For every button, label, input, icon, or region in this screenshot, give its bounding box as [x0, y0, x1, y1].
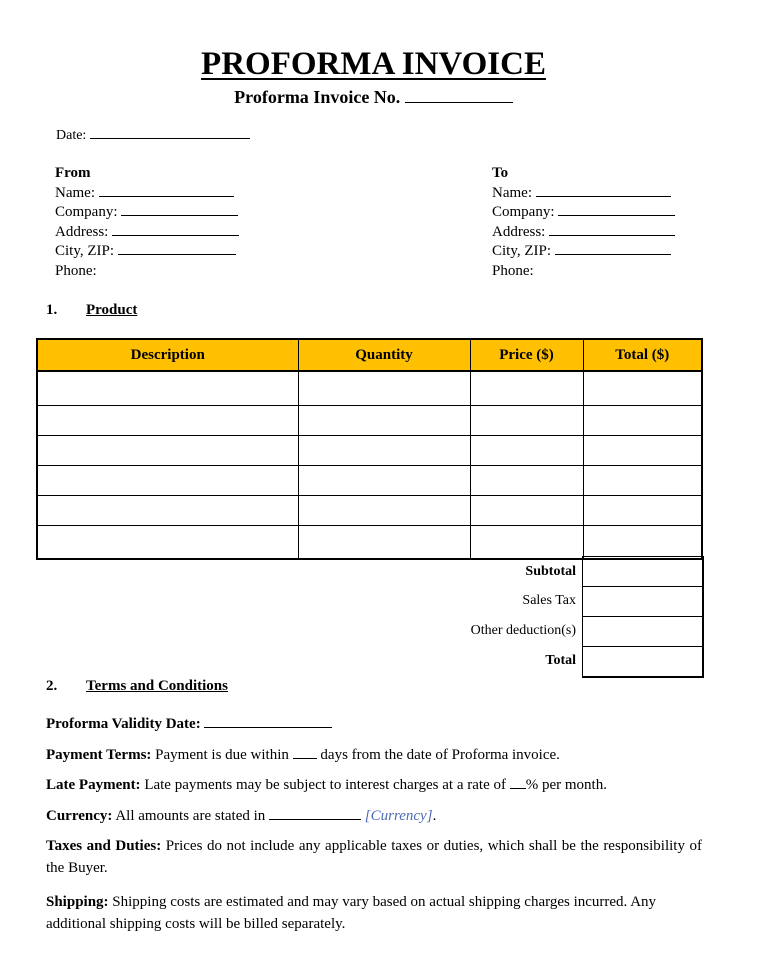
total-field[interactable]	[582, 646, 704, 678]
from-address-field[interactable]	[112, 235, 239, 236]
currency-field[interactable]	[269, 819, 361, 820]
section-title: Terms and Conditions	[86, 678, 228, 694]
description-cell[interactable]	[37, 436, 298, 466]
column-header-price: Price ($)	[470, 339, 583, 371]
from-address-label: Address:	[55, 223, 109, 240]
total-cell[interactable]	[583, 406, 702, 436]
to-address-row	[492, 223, 675, 243]
currency-placeholder: [Currency]	[364, 808, 433, 824]
price-cell[interactable]	[470, 371, 583, 406]
table-row	[37, 526, 702, 560]
from-block	[55, 164, 239, 281]
description-cell[interactable]	[37, 466, 298, 496]
from-city-field[interactable]	[118, 254, 236, 255]
invoice-number	[0, 86, 747, 108]
subtotal-label: Subtotal	[525, 564, 576, 579]
description-cell[interactable]	[37, 496, 298, 526]
table-row	[37, 406, 702, 436]
currency-text: All amounts are stated in	[115, 808, 266, 824]
from-name-label: Name:	[55, 184, 95, 201]
to-city-row	[492, 242, 675, 262]
total-cell[interactable]	[583, 371, 702, 406]
to-company-label: Company:	[492, 204, 555, 220]
total-cell[interactable]	[583, 496, 702, 526]
other-deductions-label: Other deduction(s)	[470, 623, 576, 638]
from-company-row	[55, 203, 239, 223]
title-text: PROFORMA INVOICE	[201, 46, 546, 82]
from-phone-label: Phone:	[55, 262, 97, 279]
validity-date-field[interactable]	[204, 727, 332, 728]
table-header-row	[37, 339, 702, 371]
shipping-text: Shipping costs are estimated and may vary based on actual shipping charges incurred. Any additional shipping costs will be billed separately.	[46, 894, 657, 932]
payment-terms-row	[46, 744, 702, 766]
table-row	[37, 371, 702, 406]
shipping-label: Shipping:	[46, 894, 109, 910]
subtotal-field[interactable]	[582, 556, 704, 587]
shipping-paragraph	[46, 891, 702, 935]
payment-days-field[interactable]	[293, 758, 317, 759]
invoice-number-label: Proforma Invoice No.	[234, 87, 401, 107]
table-row	[37, 496, 702, 526]
currency-label: Currency:	[46, 808, 113, 824]
from-phone-row	[55, 262, 239, 282]
from-city-label: City, ZIP:	[55, 243, 115, 259]
document-title	[0, 44, 747, 84]
price-cell[interactable]	[470, 436, 583, 466]
from-address-row	[55, 223, 239, 243]
total-cell[interactable]	[583, 436, 702, 466]
interest-rate-field[interactable]	[510, 788, 526, 789]
column-header-description: Description	[37, 339, 298, 371]
from-heading: From	[55, 165, 91, 181]
total-cell[interactable]	[583, 526, 702, 560]
to-phone-label: Phone:	[492, 262, 534, 279]
late-payment-row	[46, 774, 702, 796]
invoice-number-field[interactable]	[405, 102, 513, 103]
total-label: Total	[545, 653, 576, 668]
validity-row	[46, 713, 702, 735]
to-city-label: City, ZIP:	[492, 243, 552, 259]
column-header-quantity: Quantity	[298, 339, 470, 371]
payment-terms-label: Payment Terms:	[46, 747, 152, 763]
table-row	[37, 466, 702, 496]
section-number: 1.	[46, 302, 58, 318]
from-city-row	[55, 242, 239, 262]
total-cell[interactable]	[583, 466, 702, 496]
sales-tax-label: Sales Tax	[522, 593, 576, 608]
price-cell[interactable]	[470, 406, 583, 436]
from-name-field[interactable]	[99, 196, 234, 197]
price-cell[interactable]	[470, 496, 583, 526]
from-company-field[interactable]	[121, 215, 238, 216]
quantity-cell[interactable]	[298, 466, 470, 496]
section-number: 2.	[46, 678, 58, 694]
from-company-label: Company:	[55, 204, 118, 220]
section-terms-heading	[46, 678, 228, 695]
section-product-heading	[46, 302, 137, 319]
late-payment-text: Late payments may be subject to interest charges at a rate of	[144, 777, 506, 793]
price-cell[interactable]	[470, 526, 583, 560]
to-name-row	[492, 184, 675, 204]
currency-row: Currency: All amounts are stated in [Currency].	[46, 808, 437, 824]
quantity-cell[interactable]	[298, 436, 470, 466]
taxes-label: Taxes and Duties:	[46, 838, 162, 854]
date-row	[56, 128, 250, 144]
late-payment-text-end: % per month.	[525, 777, 607, 793]
late-payment-label: Late Payment:	[46, 777, 141, 793]
quantity-cell[interactable]	[298, 371, 470, 406]
product-table	[36, 338, 703, 560]
to-address-label: Address:	[492, 223, 546, 240]
payment-terms-text-end: days from the date of Proforma invoice.	[320, 747, 560, 763]
other-deductions-field[interactable]	[582, 616, 704, 647]
table-row	[37, 436, 702, 466]
to-name-label: Name:	[492, 184, 532, 201]
description-cell[interactable]	[37, 526, 298, 560]
date-label: Date:	[56, 128, 87, 143]
validity-label: Proforma Validity Date:	[46, 716, 201, 732]
quantity-cell[interactable]	[298, 526, 470, 560]
quantity-cell[interactable]	[298, 406, 470, 436]
date-field[interactable]	[90, 138, 250, 139]
sales-tax-field[interactable]	[582, 586, 704, 617]
to-company-field[interactable]	[558, 215, 675, 216]
to-address-field[interactable]	[549, 235, 675, 236]
section-title: Product	[86, 302, 138, 318]
quantity-cell[interactable]	[298, 496, 470, 526]
price-cell[interactable]	[470, 466, 583, 496]
description-cell[interactable]	[37, 371, 298, 406]
to-phone-row	[492, 262, 675, 282]
to-name-field[interactable]	[536, 196, 671, 197]
to-block	[492, 164, 675, 281]
to-heading: To	[492, 165, 509, 181]
taxes-text: Prices do not include any applicable taxes or duties, which shall be the responsibility of the Buyer.	[46, 838, 703, 876]
from-name-row	[55, 184, 239, 204]
to-city-field[interactable]	[555, 254, 671, 255]
to-company-row	[492, 203, 675, 223]
description-cell[interactable]	[37, 406, 298, 436]
payment-terms-text: Payment is due within	[155, 747, 289, 763]
taxes-duties-paragraph	[46, 835, 702, 879]
column-header-total: Total ($)	[583, 339, 702, 371]
